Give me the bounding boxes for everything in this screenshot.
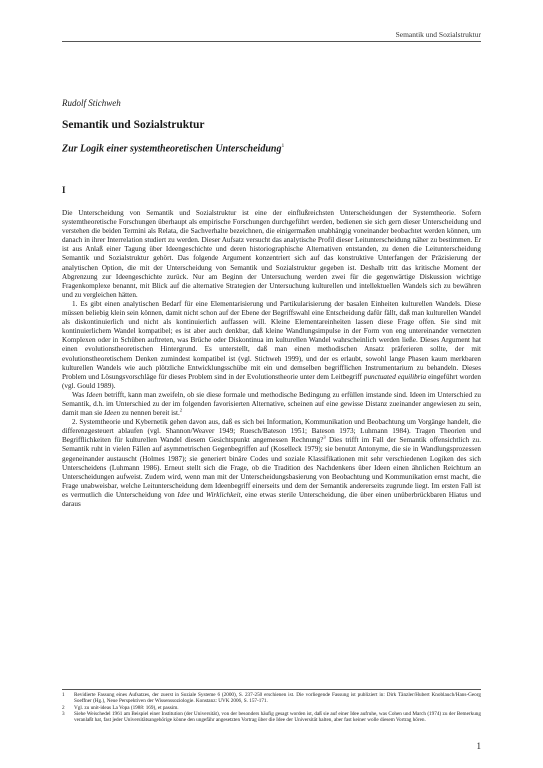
paragraph-3 — [62, 391, 481, 418]
footnote-ref-1[interactable]: 1 — [281, 143, 285, 149]
subtitle-text: Zur Logik einer systemtheoretischen Unterscheidung — [62, 143, 282, 155]
emphasis-term: Ideen — [104, 409, 121, 418]
paragraph-3-text: Was — [72, 390, 87, 399]
running-header — [62, 30, 481, 42]
footnote-ref-2[interactable]: 2 — [179, 407, 183, 413]
footnote-text: Siehe Weischedel 1961 am Beispiel einer Institution (der Universität), von der besonders häufig gesagt worden ist, daß sie auf einer Idee aufruhe, was Cohen und March (1974) zu der Bemerkung veranlaßt hat, fast jeder Universitätsangehörige könne den ungefähr angesetzten Vortrag über die Idee der Universität halten, aber fast keiner wolle diesem Vortrag hören. — [74, 710, 481, 724]
footnote-text: Revidierte Fassung eines Aufsatzes, der zuerst in Soziale Systeme 6 (2000), S. 237-250 erschienen ist. Die vorliegende Fassung ist publiziert in: Dirk Tänzler/Hubert Knoblauch/Hans-Georg Soeffner (Hg.), Neue Perspektiven der Wissenssoziologie. Konstanz: UVK 2006, S. 157-171. — [74, 692, 481, 705]
paragraph-2-tail: eingeführt worden (vgl. Gould 1989). — [62, 372, 482, 390]
running-title: Semantik und Sozialstruktur — [395, 30, 481, 39]
paragraph-4 — [62, 418, 481, 509]
page-number: 1 — [476, 741, 481, 751]
paragraph-4-mid: Dies trifft im Fall der Semantik offensichtlich zu. Semantik ruht in vielen Fällen auf asymmetrischen Gegenbegriffen auf (Koselleck 1979); sie benutzt Antonyme, die sie in Wandlungsprozessen gegeneinander austauscht (Holmes 1987); sie generiert binäre Codes und soziale Klassifikationen mit sehr verschiedenen Logiken des sich Unterscheidens (Luhmann 1986). Erneut stellt sich die Frage, ob die Tradition des Nachdenkens über Ideen einen ähnlichen Reichtum an Unterscheidungen aufweist. Zudem wird, wenn man mit der Unterscheidungsbasierung von Beobachtung und Kommunikation ernst macht, die Frage unabweisbar, welche Leitunterscheidung dem Ideenbegriff einerseits und dem der Semantik andererseits zugrunde liegt. Im ersten Fall ist es vermutlich die Unterscheidung von — [62, 436, 481, 499]
paragraph-3-mid: betrifft, kann man zweifeln, ob sie diese formale und methodische Bedingung zu erfüllen imstande sind. Ideen im Unterschied zu Semantik, d.h. im Unterschied zu der im folgenden favorisierten Alternative, scheinen auf eine gewisse Distanz zueinander angewiesen zu sein, damit man sie — [62, 390, 481, 418]
emphasis-term: Ideen — [86, 390, 103, 399]
footnote-number: 3 — [62, 710, 65, 717]
author: Rudolf Stichweh — [62, 98, 121, 108]
footnote-text: Vgl. zu unit-ideas La Vopa (1988: 169), et passim. — [74, 704, 179, 711]
article-title: Semantik und Sozialstruktur — [62, 119, 205, 131]
footnote-1 — [62, 692, 481, 705]
footnote-divider — [62, 689, 481, 690]
emphasis-term: Idee — [177, 490, 190, 499]
paragraph-1: Die Unterscheidung von Semantik und Sozialstruktur ist eine der einflußreichsten Unterscheidungen der Systemtheorie. Sofern systemtheoretische Forschungen überhaupt als empirische Forschungen durchgeführt werden, bedienen sie sich gern dieser Unterscheidung und verstehen die beiden Termini als Relata, die Sachverhalte bezeichnen, die einigermaßen unabhängig voneinander beobachtet werden können, um danach in ihrer Interrelation studiert zu werden. Dieser Aufsatz versucht das analytische Profil dieser Leitunterscheidung näher zu bestimmen. Er ist aus Anlaß einer Tagung über Ideengeschichte und deren historiographische Alternativen entstanden, zu denen die Leitunterscheidung Semantik und Sozialstruktur gehört. Das folgende Argument konzentriert sich auf das konstruktive Unterfangen der Präzisierung der analytischen Option, die mit der Unterscheidung von Semantik und Sozialstruktur gegeben ist. Deshalb tritt das kritische Moment der Abgrenzung zur Ideengeschichte zurück. Nur am Beginn der Untersuchung werden zwei für die gegenwärtige Diskussion wichtige Fragenkomplexe benannt, mit Blick auf die alternative Strategien der Untersuchung kulturellen und intellektuellen Wandels sich zu bewähren und zu vergleichen hätten. — [62, 209, 481, 299]
footnote-3 — [62, 711, 481, 724]
paragraph-4-tail: , eine etwas sterile Unterscheidung, die über einen unüberbrückbaren Hiatus und daraus — [62, 490, 481, 508]
paragraph-4-and: und — [189, 490, 206, 499]
paragraph-2 — [62, 300, 481, 391]
paragraph-2-text: 1. Es gibt einen analytischen Bedarf für eine Elementarisierung und Partikularisierung der basalen Einheiten kulturellen Wandels. Diese müssen beliebig klein sein können, damit nicht schon auf der Ebene der Begriffswahl eine Entscheidung dafür fällt, daß man kulturellen Wandel als diskontinuierlich und nicht als kontinuierlich auffassen will. Kleine Elementareinheiten lassen diese Frage offen. Sie sind mit kontinuierlichem Wandel kompatibel; es ist aber auch denkbar, daß kleine Wandlungsimpulse in der Form von eng untereinander vernetzten Komplexen oder in Schüben auftreten, was Brüche oder Diskontinua im kulturellen Wandel wahrscheinlich werden ließe. Dieses Argument hat einen evolutionstheoretischen Hintergrund. Es unterstellt, daß man einen methodischen Ansatz präferieren sollte, der mit evolutionstheoretischem Denken zumindest kompatibel ist (vgl. Stichweh 1999), und der es erlaubt, sowohl lange Phasen kaum merkbaren kulturellen Wandels wie auch plötzliche Entwicklungsschübe mit ein und demselben begrifflichen Instrumentarium zu behandeln. Dieses Problem und Lösungsvorschläge für dieses Problem sind in der Evolutionstheorie unter dem Leitbegriff — [62, 299, 481, 381]
section-heading: I — [62, 185, 66, 195]
paragraph-3-tail: zu nennen bereit ist. — [120, 409, 180, 418]
footnote-ref-3[interactable]: 3 — [323, 434, 326, 440]
body-text — [62, 209, 481, 509]
footnotes — [62, 692, 481, 723]
paragraph-4-text: 2. Systemtheorie und Kybernetik gehen davon aus, daß es sich bei Information, Kommunikation und Beobachtung um Vorgänge handelt, die differenzgesteuert ablaufen (vgl. Shannon/Weaver 1949; Ruesch/Bateson 1951; Bateson 1973; Luhmann 1984). Tragen Theorien und Begrifflichkeiten für kulturellen Wandel diesem Gesichtspunkt angemessen Rechnung? — [62, 418, 481, 445]
footnote-number: 1 — [62, 692, 65, 698]
emphasis-term: punctuated equilibria — [363, 372, 427, 381]
article-subtitle — [62, 143, 284, 154]
footnote-number: 2 — [62, 704, 65, 711]
emphasis-term: Wirklichkeit — [205, 490, 241, 499]
